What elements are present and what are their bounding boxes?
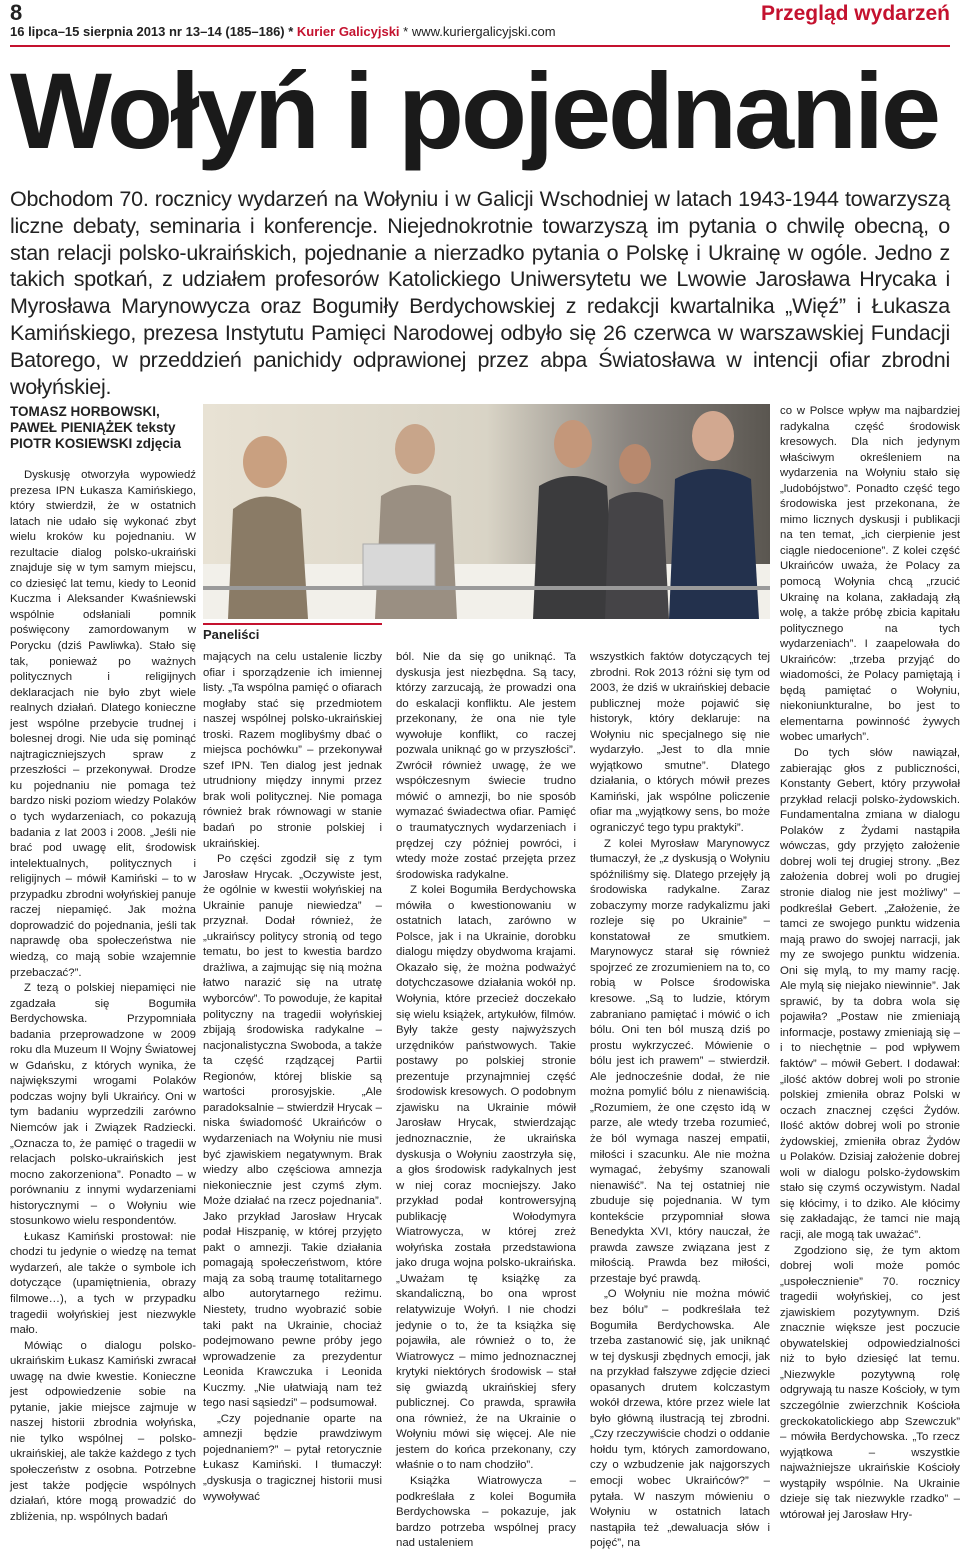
panelists-photo bbox=[203, 404, 770, 619]
article-column-2 bbox=[203, 650, 382, 1503]
section-title: Przegląd wydarzeń bbox=[760, 2, 950, 25]
paragraph: Z tezą o polskiej niepamięci nie zgadzała się Bogumiła Berdychowska. Przypomniała badania przeprowadzone w 2009 roku dla Muzeum II Wojny Światowej w Gdańsku, z których wynika, że największymi wrogami Polaków podczas wojny byli Ukraińcy. Oni w tym badaniu wyprzedzili zarówno Niemców jak i Związek Radziecki. „Oznacza to, że pamięć o tragedii w relacjach polsko-ukraińskich jest mocno zakorzeniona”. Ponadto – w porównaniu z innymi wydarzeniami historycznymi – o Wołyniu wie stosunkowo wielu respondentów. bbox=[10, 982, 196, 1228]
issue-line bbox=[10, 24, 556, 39]
paragraph: Zgodziono się, że tym aktom dobrej woli może pomóc „uspołecznienie” 70. rocznicy tragedii wołyńskiej, co jest zjawiskiem pozytywnym. Dziś znacznie większe jest poczucie obywatelskiej odpowiedzialności niż to było dziesięć lat temu. „Niezwykle pozytywną rolę odgrywają tu nasze Kościoły, w tym szczególnie zwierzchnik Kościoła greckokatolickiego abp Szewczuk” – mówiła Berdychowska. „To rzecz wyjątkowa – wszystkie najważniejsze ukraińskie Kościoły wystąpiły wspólnie. Na Ukrainie dzieje się tak niezwykle rzadko” – wtórował jej Jarosław Hry- bbox=[780, 1244, 960, 1521]
paragraph: ból. Nie da się go uniknąć. Ta dyskusja jest niezbędna. Są tacy, którzy zarzucają, że prowadzi ona do eskalacji konfliktu. Ale jestem przekonany, że ona nie tyle wywołuje konflikt, co raczej pozwala uniknąć go w przyszłości”. Zwrócił również uwagę, że we współczesnym świecie trudno mówić o amnezji, bo nie sposób wymazać świadectwa ofiar. Pamięć o traumatycznych wydarzeniach i prędzej czy później powróci, i wtedy może zostać przejęta przez środowiska radykalne. bbox=[396, 651, 576, 881]
byline bbox=[10, 404, 198, 452]
website: * www.kuriergalicyjski.com bbox=[399, 24, 556, 39]
paper-name: Kurier Galicyjski bbox=[296, 24, 400, 39]
paragraph: wszystkich faktów dotyczących tej zbrodni. Rok 2013 różni się tym od 2003, że dziś w ukraińskiej debacie publicznej może pojawić się historyk, który deklaruje: na Wołyniu nic specjalnego się nie wydarzyło. „Jest to dla mnie wyjątkowo smutne”. Dlatego działania, o których mówił prezes Kamiński, jak wspólne policzenie ofiar ma „wyjątkowy sens, bo może ograniczyć tego typu praktyki”. bbox=[590, 651, 770, 835]
byline-author-1: TOMASZ HORBOWSKI, bbox=[10, 404, 160, 419]
article-headline: Wołyń i pojednanie bbox=[10, 50, 939, 171]
paragraph: Łukasz Kamiński prostował: nie chodzi tu jedynie o wiedzę na temat wydarzeń, ale także o symbole ich dotyczące (upamiętnienia, obrazy filmowe…), a tych w przypadku tragedii wołyńskiej jest niezwykle mało. bbox=[10, 1230, 196, 1337]
paragraph: Po części zgodził się z tym Jarosław Hrycak. „Oczywiste jest, że ogólnie w kwestii wołyńskiej na Ukrainie panuje niewiedza” – przyznał. Dodał również, że „ukraińscy politycy stronią od tego tematu, bo jest to kwestia bardzo drażliwa, a zajmując się nią można łatwo narazić się na utratę wyborców”. To powoduje, że kapitał polityczny na tragedii wołyńskiej zbijają środowiska radykalne – nacjonalistyczna Swoboda, a także ta część rządzącej Partii Regionów, której bliskie są wartości prorosyjskie. „Ale paradoksalnie – stwierdził Hrycak – niska świadomość Ukraińców o wydarzeniach na Wołyniu nie musi być zjawiskiem negatywnym. Brak wiedzy albo częściowa amnezja niekoniecznie jest czymś złym. Może działać na rzecz pojednania”. Jako przykład Jarosław Hrycak podał Hiszpanię, w której przyjęto pakt o amnezji. Takie działania pomagają społeczeństwom, które mają za sobą traumę totalitarnego albo autorytarnego reżimu. Niestety, trudno wyobrazić sobie taki pakt na Ukrainie, chociaż podejmowano pewne próby jego wprowadzenie za prezydentur Leonida Krawczuka i Leonida Kuczmy. „Nie ułatwiają nam też tego nasi sąsiedzi” – podsumował. bbox=[203, 853, 382, 1410]
article-column-3 bbox=[396, 650, 576, 1550]
photo-caption: Paneliści bbox=[203, 623, 382, 642]
article-column-1 bbox=[10, 468, 196, 1523]
header-rule bbox=[10, 45, 950, 47]
article-column-4 bbox=[590, 650, 770, 1550]
paragraph: Mówiąc o dialogu polsko-ukraińskim Łukasz Kamiński zwracał uwagę na dwie kwestie. Konieczne jest odpowiedzenie sobie na pytanie, jakie miejsce zajmuje w naszej historii zbrodnia wołyńska, nie tylko wspólnej – polsko-ukraińskiej, ale także każdego z tych społeczeństw z osobna. Potrzebne jest także podjęcie wspólnych działań, które mogą prowadzić do zbliżenia, np. wspólnych badań bbox=[10, 1339, 196, 1523]
page-header bbox=[10, 0, 950, 44]
paragraph: Z kolei Myrosław Marynowycz tłumaczył, że „z dyskusją o Wołyniu spóźniliśmy się. Dlatego przejęły ją środowiska radykalne. Zaraz zobaczymy morze radykalizmu jaki rozleje się po Ukrainie” – konstatował ze smutkiem. Marynowycz starał się również spojrzeć ze zrozumieniem na to, co robią w Polsce środowiska kresowe. „Są to ludzie, którym zabraniano pamiętać i mówić o ich bólu. Oni ten ból muszą dziś po prostu wykrzyczeć. Mówienie o bólu jest ich prawem” – stwierdził. Ale jednocześnie dodał, że nie można pomylić bólu z nienawiścią. „Rozumiem, że one często idą w parze, ale wtedy trzeba rozumieć, że ból wymaga naszej empatii, miłości i szacunku. Ale nie można wymagać, żebyśmy szanowali nienawiść”. Na tej ostatniej nie zbuduje się pojednania. W tym kontekście przypomniał słowa Benedykta XVI, który nauczał, że prawda zawsze związana jest z miłością. Prawda bez miłości, przestaje być prawdą. bbox=[590, 837, 770, 1285]
paragraph: „Czy pojednanie oparte na amnezji będzie prawdziwym pojednaniem?” – pytał retorycznie Łukasz Kamiński. I tłumaczył: „dyskusja o tragicznej historii musi wywoływać bbox=[203, 1412, 382, 1503]
paragraph: Dyskusję otworzyła wypowiedź prezesa IPN Łukasza Kamińskiego, który stwierdził, że w ostatnich latach nie udało się wykonać zbyt wielu kroków ku pojednaniu. W rezultacie dialog polsko-ukraiński znajduje się w tym samym miejscu, co dziesięć lat temu, kiedy to Leonid Kuczma i Aleksander Kwaśniewski wspólnie odsłaniali pomnik poświęcony zamordowanym w Porycku (dziś Pawliwka). Stało się tak, ponieważ po ważnych politycznych i religijnych deklaracjach nie było zbyt wiele realnych działań. Dlatego konieczne jest wspólne przebycie trudnej i bolesnej drogi. Nie uda się pominąć najtragiczniejszych spraw z przeszłości – przekonywał. Drodze ku pojednaniu nie pomaga też bardzo niski poziom wiedzy Polaków o tych wydarzeniach, co pokazują badania z lat 2003 i 2008. „Jeśli nie brać pod uwagę elit, środowisk intelektualnych, politycznych i religijnych – mówił Kamiński – to w przypadku zbrodni wołyńskiej panuje raczej niepamięć. Jak można doprowadzić do pojednania, jeśli tak naprawdę oba społeczeństwa nie wiedzą, co mają sobie wzajemnie przebaczać?”. bbox=[10, 469, 196, 979]
article-column-5 bbox=[780, 404, 960, 1521]
paragraph: co w Polsce wpływ ma najbardziej radykalna część środowisk kresowych. Dla nich jedynym właściwym określeniem na wydarzenia na Wołyniu stało się „ludobójstwo”. Ponadto część tego środowiska jest przekonana, że mimo licznych dyskusji i publikacji na ten temat, „ich cierpienie jest ciągle niedocenione”. Z kolei część Ukraińców uważa, że Polacy za pomocą Wołynia chcą „rzucić Ukrainę na kolana, zakładają złą wolę, a także próbę zbicia kapitału politycznego na tych wydarzeniach”. I zaapelowała do Ukraińców: „trzeba przyjąć do wiadomości, że Polacy pamiętają i będą pamiętać o Wołyniu, niekoniunkturalne, bo jest to elementarna powinność żywych wobec umarłych”. bbox=[780, 405, 960, 744]
paragraph: Do tych słów nawiązał, zabierając głos z publiczności, Konstanty Gebert, który przywołał przykład relacji polsko-żydowskich. Fundamentalna zmiana w dialogu Polaków z Żydami nastąpiła wówczas, gdy przyjęto założenie dobrej woli tej drugiej strony. „Bez założenia dobrej woli po drugiej stronie dialog nie jest możliwy” – podkreślał Gebert. „Założenie, że tamci ze swojego punktu widzenia mają prawo do swojej narracji, jak my ze swojego punktu widzenia. Oni się mylą, to my mamy rację. Ale mylą się niejako niewinnie”. Jak sprawić, by ta dobra wola się pojawiła? „Postaw nie zmieniają informacje, postawy zmieniają się – i to niechętnie – pod wpływem faktów” – mówił Gebert. I dodawał: „ilość aktów dobrej woli po stronie polskiej zmieniła obraz Polski w oczach znacznej części Żydów. Ilość aktów dobrej woli po stronie żydowskiej, zmieniła obraz Żydów u Polaków. Dzisiaj założenie dobrej woli w dialogu polsko-żydowskim stało się czymś oczywistym. Nadal się kłócimy, i to dziko. Ale kłócimy się zakładając, że tamci nie mają racji, ale mogą tak uważać”. bbox=[780, 747, 960, 1241]
paragraph: „O Wołyniu nie można mówić bez bólu” – podkreślała też Bogumiła Berdychowska. Ale trzeba zastanowić się, jak uniknąć w tej dyskusji zbędnych emocji, jak na przykład fałszywe zdjęcie dzieci opasanych drutem kolczastym wokół drzewa, które przez wiele lat było główną ilustracją tej zbrodni. „Czy rzeczywiście chodzi o oddanie hołdu tym, których zamordowano, czy o wzbudzenie jak najgorszych emocji wobec Ukraińców?” – pytała. W naszym mówieniu o Wołyniu w ostatnich latach nastąpiła też „dewaluacja słów i pojęć”, na bbox=[590, 1288, 770, 1550]
article-lede: Obchodom 70. rocznicy wydarzeń na Wołyniu i w Galicji Wschodniej w latach 1943-1944 towarzyszą liczne debaty, seminaria i konferencje. Niejednokrotnie towarzyszą im pytania o chwilę obecną, o stan relacji polsko-ukraińskich, pojednanie a nierzadko pytania o Polskę i Ukrainę w ogóle. Jedno z takich spotkań, z udziałem profesorów Katolickiego Uniwersytetu we Lwowie Jarosława Hrycaka i Myrosława Marynowycza oraz Bogumiły Berdychowskiej z redakcji kwartalnika „Więź” i Łukasza Kamińskiego, prezesa Instytutu Pamięci Narodowej odbyło się 26 czerwca w warszawskiej Fundacji Batorego, w przeddzień panichidy odprawionej przez abpa Światosława w intencji ofiar zbrodni wołyńskiej. bbox=[10, 187, 950, 399]
byline-photographer: PIOTR KOSIEWSKI zdjęcia bbox=[10, 436, 182, 451]
byline-author-2: PAWEŁ PIENIĄŻEK teksty bbox=[10, 420, 176, 435]
paragraph: Książka Wiatrowycza – podkreślała z kolei Bogumiła Berdychowska – pokazuje, jak bardzo potrzeba wspólnej pracy nad ustaleniem bbox=[396, 1474, 576, 1550]
page-number: 8 bbox=[10, 0, 23, 25]
paragraph: Z kolei Bogumiła Berdychowska mówiła o kwestionowaniu w ostatnich latach, zarówno w Polsce, jak i na Ukrainie, dorobku dialogu między obydwoma krajami. Okazało się, że można podważyć dotychczasowe działania wokół np. Wołynia, które przecież doczekało się wielu książek, artykułów, filmów. Były także gesty najwyższych urzędników państwowych. Takie postawy po polskiej stronie prezentuje przynajmniej część środowisk kresowych. O podobnym zjawisku na Ukrainie mówił Jarosław Hrycak, stwierdzając jednoznacznie, że ukraińska dyskusja o Wołyniu zaostrzyła się, a głos środowisk radykalnych jest w niej coraz mocniejszy. Jako przykład podał kontrowersyjną publikację Wołodymyra Wiatrowycza, w której zreż wołyńska została przedstawiona jako druga wojna polsko-ukraińska. „Uważam tę książkę za skandaliczną, bo ona wprost relatywizuje Wołyń. I nie chodzi jedynie o to, że ta książka się pojawiła, ale również o to, że Wiatrowycz – mimo jednoznacznej krytyki niektórych środowisk – stał się gwiazdą ukraińskiej sfery publicznej. Co prawda, sprawiła ona również, że na Ukrainie o Wołyniu mówi się więcej. Ale nie jestem do końca przekonany, czy właśnie o to nam chodziło”. bbox=[396, 884, 576, 1472]
paragraph: mających na celu ustalenie liczby ofiar i sporządzenie ich imiennej listy. „Ta wspólna pamięć o ofiarach mogłaby stać się przedmiotem naszej wspólnej polsko-ukraińskiej troski. Razem moglibyśmy dbać o miejsca pochówku” – przekonywał szef IPN. Ten dialog jest jednak utrudniony między innymi przez brak woli politycznej. Nie pomaga również brak równowagi w stanie badań po stronie polskiej i ukraińskiej. bbox=[203, 651, 382, 850]
issue-date: 16 lipca–15 sierpnia 2013 nr 13–14 (185–186) * bbox=[10, 24, 297, 39]
